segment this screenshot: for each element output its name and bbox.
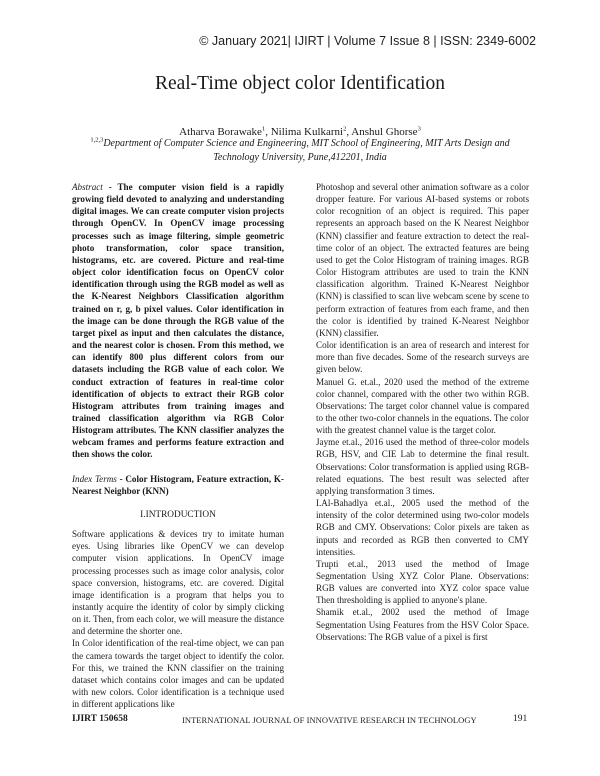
- paper-title: Real-Time object color Identification: [154, 73, 446, 94]
- intro-paragraph: In Color identification of the real-time object, we can pan the camera towards the target object to identify the color. For this, we trained the KNN classifier on the training dataset which contains color images and can be updated with new colors. Color identification is a technique used in different applications like: [72, 638, 284, 710]
- survey-entry: I.Al-Bahadlya et.al., 2005 used the method of the intensity of the color determined using two-color models RGB and CMY. Observations: Color pixels are taken as inputs and recorded as RGB then converted to CMY intensities.: [316, 498, 529, 557]
- author-name: Anshul Ghorse: [351, 126, 418, 138]
- author-name: Atharva Borawake: [179, 126, 262, 138]
- right-column: [316, 181, 529, 643]
- affiliation: [76, 137, 524, 165]
- affiliation-text: Department of Computer Science and Engineering, MIT School of Engineering, MIT Arts Design and Technology University, Pune,412201, India: [103, 138, 510, 163]
- running-header: © January 2021| IJIRT | Volume 7 Issue 8 | ISSN: 2349-6002: [199, 34, 536, 48]
- index-terms: [72, 473, 284, 497]
- author-superscript: 3: [417, 125, 421, 133]
- section-heading-introduction: I.INTRODUCTION: [140, 509, 216, 520]
- author-name: Nilima Kulkarni: [270, 126, 344, 138]
- index-terms-body: - Color Histogram, Feature extraction, K-Nearest Neighbor (KNN): [72, 473, 284, 496]
- intro-paragraph: Software applications & devices try to imitate human eyes. Using libraries like OpenCV we can develop computer vision applications. In OpenCV image processing processes such as image color analysis, color space conversion, histograms, etc. are covered. Digital image identification is a program that helps you to instantly acquire the identity of color by simply clicking on it. Then, from each color, we will measure the distance and determine the shorter one.: [72, 529, 284, 637]
- left-column: [72, 181, 284, 710]
- index-terms-label: Index Terms: [72, 473, 117, 484]
- author-superscript: 1: [261, 125, 266, 133]
- survey-entry: Jayme et.al., 2016 used the method of three-color models RGB, HSV, and CIE Lab to determine the final result. Observations: Color transformation is applied using RGB-related equations. The best result was selected after applying transformation 3 times.: [316, 437, 529, 496]
- page-number: 191: [513, 714, 528, 724]
- abstract: [72, 181, 284, 461]
- footer-journal-name: INTERNATIONAL JOURNAL OF INNOVATIVE RESEARCH IN TECHNOLOGY: [182, 715, 477, 725]
- body-paragraph: Color identification is an area of research and interest for more than five decades. Some of the research surveys are given below.: [316, 340, 529, 375]
- affiliation-superscript: 1,2,3: [90, 136, 104, 144]
- author-superscript: 2: [343, 125, 347, 133]
- survey-entry: Manuel G. et.al., 2020 used the method of the extreme color channel, compared with the other two within RGB. Observations: The target color channel value is compared to the other two-color channels in the equations. The color with the greatest channel value is the target color.: [316, 376, 529, 436]
- author-separator: ,: [265, 126, 271, 138]
- survey-entry: Shamik et.al., 2002 used the method of Image Segmentation Using Features from the HSV Color Space. Observations: The RGB value of a pixel is first: [316, 607, 529, 642]
- author-separator: ,: [346, 126, 352, 138]
- abstract-body: - The computer vision field is a rapidly growing field devoted to analyzing and understanding digital images. We can create computer vision projects through OpenCV. In OpenCV image processing processes such as image filtering, simple geometric photo transformation, color space transition, histograms, etc. are covered. Picture and real-time object color identification focus on OpenCV color identification through using the RGB model as well as the K-Nearest Neighbors Classification algorithm trained on r, g, b pixel values. Color identification in the image can be done through the RGB value of the target pixel as input and then calculates the distance, and the nearest color is chosen. From this method, we can identify 800 plus different colors from our datasets including the RGB value of each color. We conduct extraction of features in real-time color identification of objects to extract their RGB color Histogram attributes from training images and trained classification algorithm via RGB Color Histogram attributes. The KNN classifier analyzes the webcam frames and performs feature extraction and then shows the color.: [72, 182, 284, 460]
- footer-paper-id: IJIRT 150658: [72, 714, 128, 724]
- survey-entry: Trupti et.al., 2013 used the method of Image Segmentation Using XYZ Color Plane. Observations: RGB values are converted into XYZ color space value Then thresholding is applied to anyone's plane.: [316, 558, 529, 606]
- body-paragraph: Photoshop and several other animation software as a color dropper feature. For various AI-based systems or robots color recognition of an object is required. This paper represents an approach based on the K Nearest Neighbor (KNN) classifier and feature extraction to detect the real-time color of an object. The extracted features are being used to get the Color Histogram of training images. RGB Color Histogram attributes are used to train the KNN classification algorithm. Trained K-Nearest Neighbor (KNN) is classified to scan live webcam scene by scene to perform extraction of features from each frame, and then the color is identified by trained K-Nearest Neighbor (KNN) classifier.: [316, 182, 529, 338]
- abstract-label: Abstract: [72, 182, 103, 192]
